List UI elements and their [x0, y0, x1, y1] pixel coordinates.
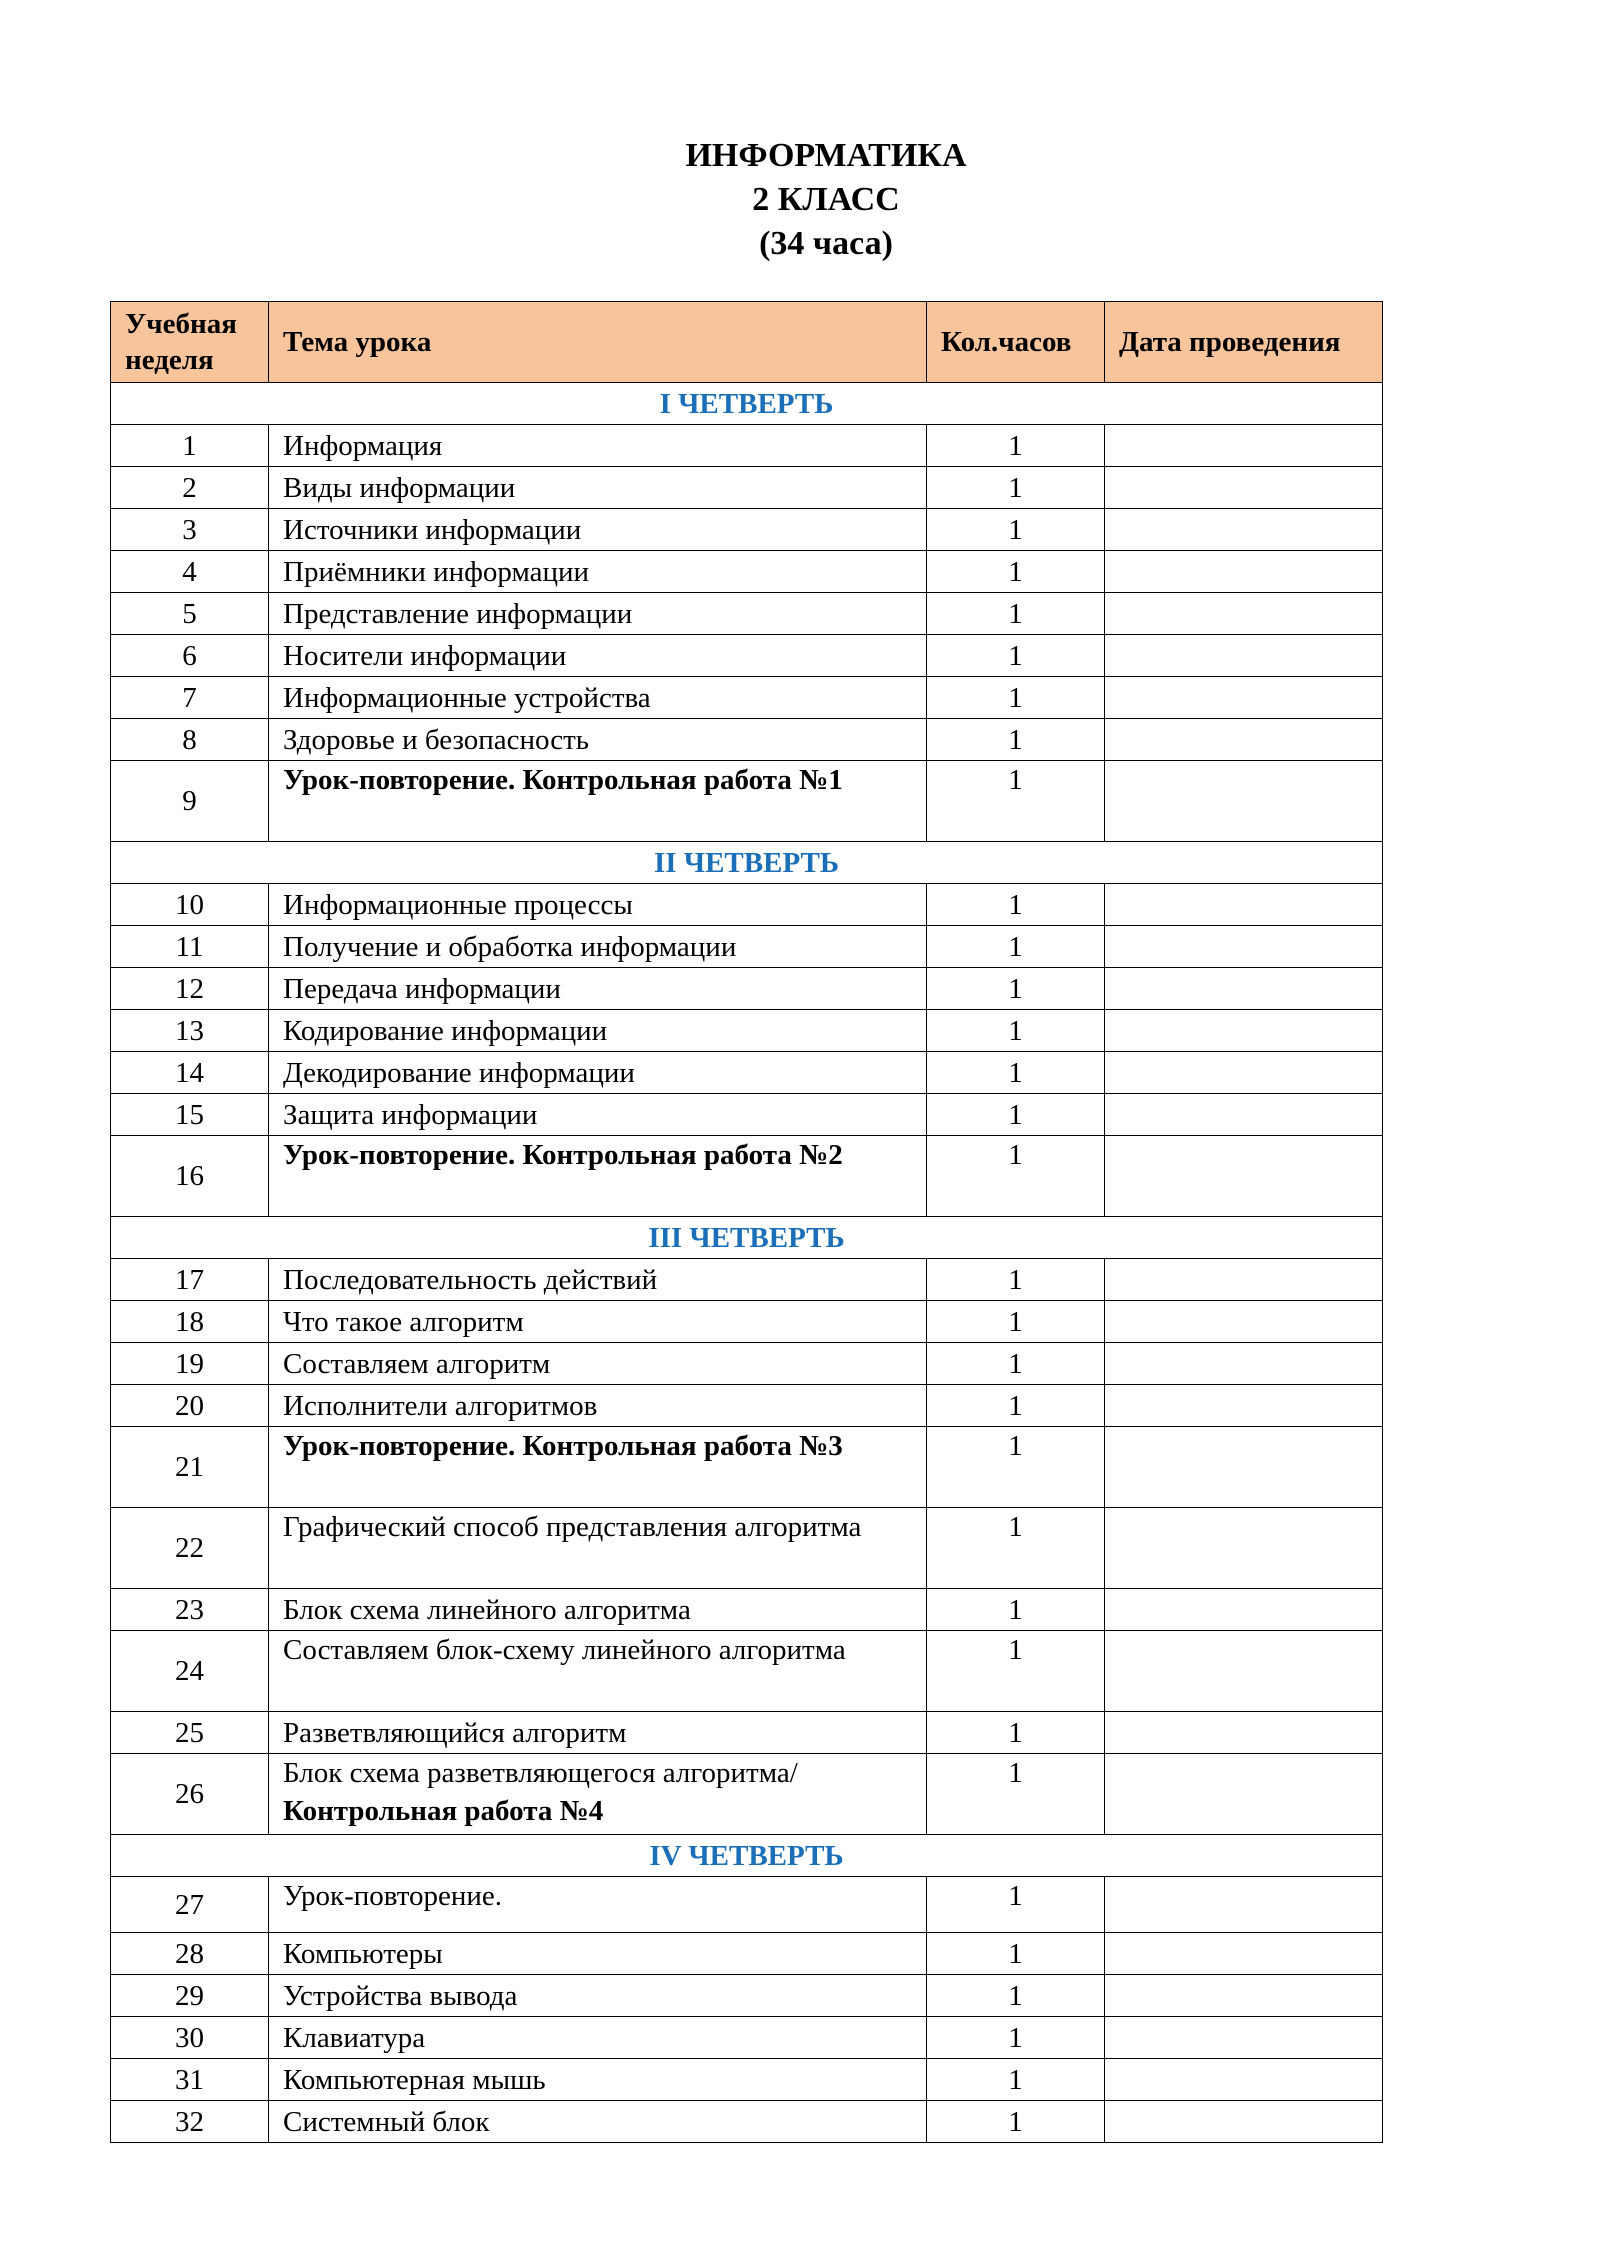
lesson-hours: 1 [927, 968, 1105, 1010]
lesson-date [1105, 2017, 1383, 2059]
lesson-topic: Урок-повторение. [269, 1877, 927, 1933]
lesson-row [111, 635, 1383, 677]
lesson-date [1105, 1975, 1383, 2017]
lesson-topic: Виды информации [269, 467, 927, 509]
lesson-topic: Компьютеры [269, 1933, 927, 1975]
lesson-date [1105, 551, 1383, 593]
lesson-row [111, 1631, 1383, 1712]
lesson-date [1105, 1427, 1383, 1508]
lesson-row [111, 593, 1383, 635]
title-hours: (34 часа) [759, 225, 893, 262]
header-week: Учебная неделя [111, 302, 269, 383]
lesson-hours: 1 [927, 677, 1105, 719]
lesson-date [1105, 1052, 1383, 1094]
title-grade: 2 КЛАСС [752, 181, 900, 218]
lesson-topic: Носители информации [269, 635, 927, 677]
lesson-week-number: 31 [111, 2059, 269, 2101]
lesson-week-number: 22 [111, 1508, 269, 1589]
lesson-row [111, 2017, 1383, 2059]
lesson-hours: 1 [927, 425, 1105, 467]
lesson-week-number: 16 [111, 1136, 269, 1217]
lesson-date [1105, 1385, 1383, 1427]
document-title [0, 134, 1600, 266]
lesson-row [111, 761, 1383, 842]
lesson-week-number: 17 [111, 1259, 269, 1301]
lesson-topic: Урок-повторение. Контрольная работа №1 [269, 761, 927, 842]
lesson-date [1105, 635, 1383, 677]
quarter-label: III ЧЕТВЕРТЬ [111, 1217, 1383, 1259]
lesson-week-number: 3 [111, 509, 269, 551]
title-subject: ИНФОРМАТИКА [685, 137, 967, 174]
lesson-date [1105, 1136, 1383, 1217]
lesson-week-number: 15 [111, 1094, 269, 1136]
quarter-label: IV ЧЕТВЕРТЬ [111, 1835, 1383, 1877]
lesson-row [111, 677, 1383, 719]
header-hours: Кол.часов [927, 302, 1105, 383]
lesson-row [111, 467, 1383, 509]
lesson-week-number: 23 [111, 1589, 269, 1631]
lesson-week-number: 14 [111, 1052, 269, 1094]
lesson-hours: 1 [927, 1301, 1105, 1343]
lesson-date [1105, 1343, 1383, 1385]
lesson-date [1105, 719, 1383, 761]
lesson-row [111, 425, 1383, 467]
lesson-hours: 1 [927, 1933, 1105, 1975]
table-body [111, 383, 1383, 2143]
lesson-date [1105, 968, 1383, 1010]
lesson-row [111, 1136, 1383, 1217]
lesson-date [1105, 509, 1383, 551]
lesson-row [111, 1975, 1383, 2017]
lesson-week-number: 19 [111, 1343, 269, 1385]
quarter-row [111, 842, 1383, 884]
lesson-hours: 1 [927, 467, 1105, 509]
quarter-row [111, 1835, 1383, 1877]
lesson-date [1105, 467, 1383, 509]
lesson-topic: Урок-повторение. Контрольная работа №3 [269, 1427, 927, 1508]
lesson-hours: 1 [927, 1385, 1105, 1427]
lesson-plan-table [110, 301, 1383, 2143]
lesson-row [111, 1877, 1383, 1933]
lesson-week-number: 6 [111, 635, 269, 677]
lesson-date [1105, 926, 1383, 968]
lesson-row [111, 509, 1383, 551]
lesson-week-number: 12 [111, 968, 269, 1010]
lesson-hours: 1 [927, 1343, 1105, 1385]
lesson-date [1105, 1754, 1383, 1835]
lesson-date [1105, 1933, 1383, 1975]
lesson-hours: 1 [927, 761, 1105, 842]
lesson-topic-bold-text: Контрольная работа №4 [283, 1795, 604, 1827]
lesson-date [1105, 1631, 1383, 1712]
lesson-topic: Источники информации [269, 509, 927, 551]
lesson-hours: 1 [927, 1877, 1105, 1933]
quarter-row [111, 1217, 1383, 1259]
lesson-week-number: 28 [111, 1933, 269, 1975]
lesson-hours: 1 [927, 1136, 1105, 1217]
lesson-row [111, 1589, 1383, 1631]
lesson-row [111, 1427, 1383, 1508]
lesson-row [111, 884, 1383, 926]
lesson-week-number: 1 [111, 425, 269, 467]
lesson-row [111, 1259, 1383, 1301]
lesson-date [1105, 677, 1383, 719]
lesson-hours: 1 [927, 926, 1105, 968]
lesson-row [111, 1052, 1383, 1094]
lesson-row [111, 1712, 1383, 1754]
lesson-hours: 1 [927, 1259, 1105, 1301]
lesson-hours: 1 [927, 551, 1105, 593]
lesson-topic: Передача информации [269, 968, 927, 1010]
lesson-row [111, 1508, 1383, 1589]
quarter-row [111, 383, 1383, 425]
lesson-date [1105, 1877, 1383, 1933]
lesson-topic: Декодирование информации [269, 1052, 927, 1094]
lesson-hours: 1 [927, 1712, 1105, 1754]
lesson-topic: Последовательность действий [269, 1259, 927, 1301]
lesson-topic: Что такое алгоритм [269, 1301, 927, 1343]
lesson-topic: Составляем блок-схему линейного алгоритма [269, 1631, 927, 1712]
lesson-week-number: 27 [111, 1877, 269, 1933]
lesson-row [111, 968, 1383, 1010]
lesson-week-number: 2 [111, 467, 269, 509]
lesson-row [111, 2101, 1383, 2143]
lesson-topic: Кодирование информации [269, 1010, 927, 1052]
lesson-week-number: 8 [111, 719, 269, 761]
lesson-topic: Клавиатура [269, 2017, 927, 2059]
lesson-week-number: 25 [111, 1712, 269, 1754]
lesson-hours: 1 [927, 635, 1105, 677]
lesson-topic: Получение и обработка информации [269, 926, 927, 968]
lesson-hours: 1 [927, 2101, 1105, 2143]
lesson-date [1105, 761, 1383, 842]
lesson-date [1105, 1712, 1383, 1754]
lesson-week-number: 13 [111, 1010, 269, 1052]
lesson-topic: Блок схема линейного алгоритма [269, 1589, 927, 1631]
lesson-row [111, 1754, 1383, 1835]
lesson-row [111, 926, 1383, 968]
lesson-topic: Разветвляющийся алгоритм [269, 1712, 927, 1754]
lesson-row [111, 1385, 1383, 1427]
lesson-week-number: 30 [111, 2017, 269, 2059]
lesson-hours: 1 [927, 509, 1105, 551]
lesson-week-number: 29 [111, 1975, 269, 2017]
lesson-topic: Составляем алгоритм [269, 1343, 927, 1385]
lesson-hours: 1 [927, 593, 1105, 635]
lesson-week-number: 21 [111, 1427, 269, 1508]
lesson-topic: Информационные процессы [269, 884, 927, 926]
lesson-hours: 1 [927, 1052, 1105, 1094]
lesson-hours: 1 [927, 1589, 1105, 1631]
lesson-hours: 1 [927, 1975, 1105, 2017]
lesson-week-number: 11 [111, 926, 269, 968]
lesson-date [1105, 2101, 1383, 2143]
lesson-week-number: 9 [111, 761, 269, 842]
lesson-row [111, 2059, 1383, 2101]
lesson-hours: 1 [927, 1010, 1105, 1052]
lesson-hours: 1 [927, 1754, 1105, 1835]
header-topic: Тема урока [269, 302, 927, 383]
lesson-date [1105, 1094, 1383, 1136]
lesson-topic-text: Блок схема разветвляющегося алгоритма/ [283, 1757, 798, 1789]
quarter-label: II ЧЕТВЕРТЬ [111, 842, 1383, 884]
lesson-topic: Устройства вывода [269, 1975, 927, 2017]
lesson-hours: 1 [927, 1631, 1105, 1712]
lesson-hours: 1 [927, 2059, 1105, 2101]
lesson-row [111, 1094, 1383, 1136]
lesson-row [111, 719, 1383, 761]
lesson-topic: Исполнители алгоритмов [269, 1385, 927, 1427]
lesson-topic: Графический способ представления алгоритма [269, 1508, 927, 1589]
lesson-week-number: 5 [111, 593, 269, 635]
lesson-week-number: 26 [111, 1754, 269, 1835]
lesson-hours: 1 [927, 719, 1105, 761]
lesson-row [111, 551, 1383, 593]
lesson-date [1105, 1508, 1383, 1589]
lesson-date [1105, 1589, 1383, 1631]
lesson-topic: Информация [269, 425, 927, 467]
lesson-row [111, 1301, 1383, 1343]
lesson-hours: 1 [927, 1508, 1105, 1589]
lesson-date [1105, 884, 1383, 926]
lesson-hours: 1 [927, 2017, 1105, 2059]
lesson-hours: 1 [927, 884, 1105, 926]
lesson-week-number: 7 [111, 677, 269, 719]
lesson-week-number: 18 [111, 1301, 269, 1343]
lesson-week-number: 32 [111, 2101, 269, 2143]
lesson-topic: Компьютерная мышь [269, 2059, 927, 2101]
lesson-week-number: 24 [111, 1631, 269, 1712]
lesson-date [1105, 1301, 1383, 1343]
header-date: Дата проведения [1105, 302, 1383, 383]
lesson-row [111, 1010, 1383, 1052]
lesson-topic [269, 1754, 927, 1835]
lesson-row [111, 1933, 1383, 1975]
lesson-topic: Урок-повторение. Контрольная работа №2 [269, 1136, 927, 1217]
lesson-date [1105, 2059, 1383, 2101]
lesson-hours: 1 [927, 1094, 1105, 1136]
lesson-hours: 1 [927, 1427, 1105, 1508]
lesson-topic: Здоровье и безопасность [269, 719, 927, 761]
lesson-topic: Защита информации [269, 1094, 927, 1136]
lesson-week-number: 20 [111, 1385, 269, 1427]
lesson-week-number: 4 [111, 551, 269, 593]
lesson-date [1105, 1259, 1383, 1301]
table-header-row [111, 302, 1383, 383]
lesson-date [1105, 425, 1383, 467]
lesson-week-number: 10 [111, 884, 269, 926]
lesson-topic: Системный блок [269, 2101, 927, 2143]
lesson-topic: Приёмники информации [269, 551, 927, 593]
lesson-row [111, 1343, 1383, 1385]
lesson-topic: Представление информации [269, 593, 927, 635]
lesson-date [1105, 593, 1383, 635]
lesson-topic: Информационные устройства [269, 677, 927, 719]
lesson-date [1105, 1010, 1383, 1052]
quarter-label: I ЧЕТВЕРТЬ [111, 383, 1383, 425]
